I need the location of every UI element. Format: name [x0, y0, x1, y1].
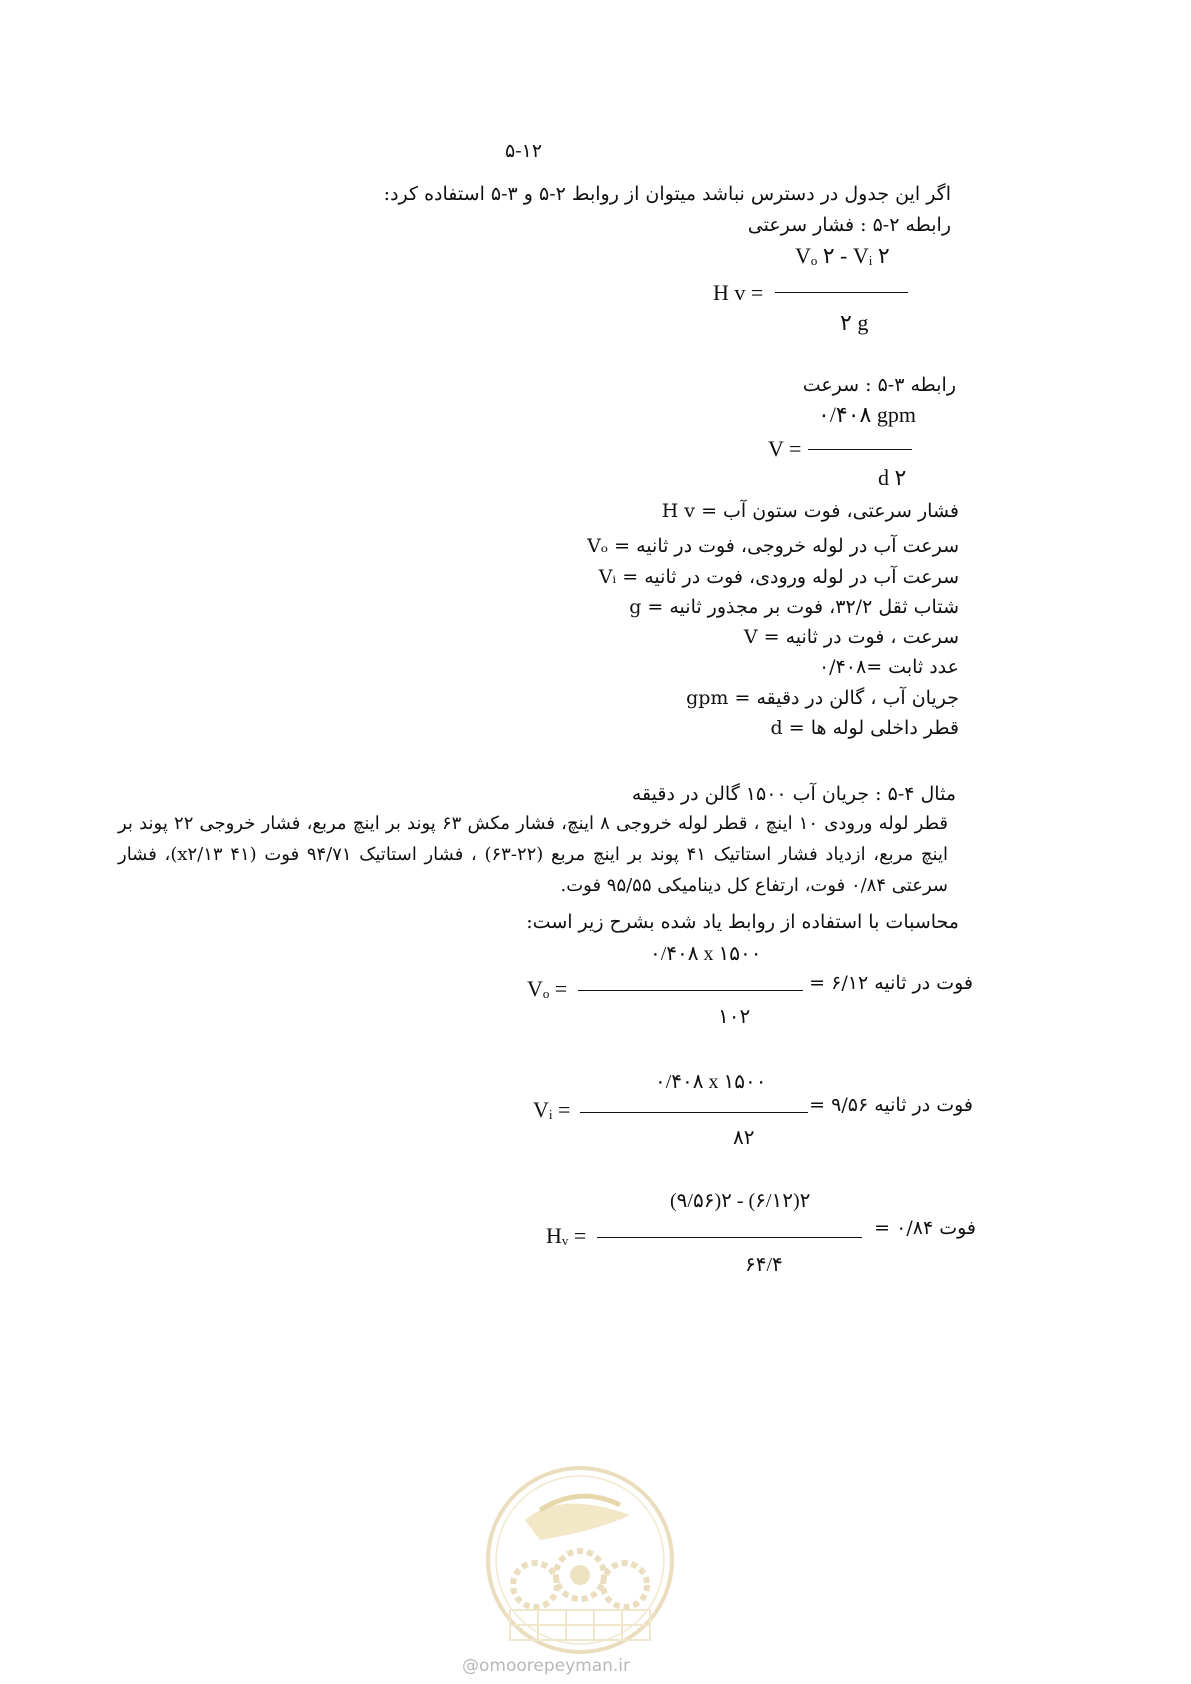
- calc-vo-numerator: ۰/۴۰۸ x ۱۵۰۰: [650, 943, 762, 965]
- relation-2-5-title: رابطه ۲-۵ : فشار سرعتی: [747, 214, 951, 236]
- definition-constant: عدد ثابت =۰/۴۰۸: [818, 656, 959, 678]
- definition-hv: فشار سرعتی، فوت ستون آب = H v: [661, 500, 959, 522]
- example-title: مثال ۴-۵ : جریان آب ۱۵۰۰ گالن در دقیقه: [631, 783, 956, 805]
- fraction-line-vi: [580, 1112, 808, 1113]
- fraction-line-hv: [597, 1237, 862, 1238]
- intro-text: اگر این جدول در دسترس نباشد میتوان از روابط ۲-۵ و ۳-۵ استفاده کرد:: [383, 183, 951, 205]
- definition-vo: سرعت آب در لوله خروجی، فوت در ثانیه = Vₒ: [587, 535, 959, 557]
- relation-3-5-denominator: d ۲: [878, 465, 907, 490]
- definition-gpm: gpm = جریان آب ، گالن در دقیقه: [686, 687, 959, 709]
- fraction-line-vo: [578, 990, 803, 991]
- calc-vo-lhs: Vₒ =: [527, 976, 568, 1001]
- watermark-url[interactable]: @omoorepeyman.ir: [462, 1656, 631, 1676]
- relation-3-5-lhs: V =: [768, 436, 802, 461]
- definition-g: g = شتاب ثقل ۳۲/۲، فوت بر مجذور ثانیه: [629, 596, 959, 618]
- relation-2-5-numerator: Vₒ ۲ - Vᵢ ۲: [795, 243, 890, 268]
- watermark-logo: [480, 1460, 680, 1660]
- calc-hv-result: فوت ۰/۸۴ =: [874, 1217, 976, 1239]
- fraction-line-3-5: [808, 449, 912, 450]
- calc-vo-denominator: ۱۰۲: [718, 1006, 751, 1028]
- definition-v: V = سرعت ، فوت در ثانیه: [743, 626, 959, 648]
- definition-vi: سرعت آب در لوله ورودی، فوت در ثانیه = Vᵢ: [598, 566, 959, 588]
- relation-2-5-lhs: H v =: [713, 280, 764, 305]
- calc-vi-result: فوت در ثانیه ۹/۵۶ =: [809, 1094, 973, 1116]
- definition-d: d = قطر داخلی لوله ها: [770, 717, 959, 739]
- fraction-line-2-5: [775, 292, 908, 293]
- calc-hv-denominator: ۶۴/۴: [745, 1254, 783, 1276]
- calc-vi-denominator: ۸۲: [733, 1127, 755, 1149]
- calc-intro: محاسبات با استفاده از روابط یاد شده بشرح زیر است:: [526, 911, 959, 933]
- relation-2-5-denominator: ۲ g: [840, 310, 869, 335]
- calc-hv-numerator: (۹/۵۶)۲ - (۶/۱۲)۲: [670, 1190, 811, 1212]
- relation-3-5-numerator: ۰/۴۰۸ gpm: [818, 402, 916, 427]
- page-number: ۵-۱۲: [505, 140, 543, 162]
- example-body: قطر لوله ورودی ۱۰ اینچ ، قطر لوله خروجی ۸ اینچ، فشار مکش ۶۳ پوند بر اینچ مربع، فشار خروجی ۲۲ پوند بر اینچ مربع، ازدیاد فشار استاتیک ۴۱ پوند بر اینچ مربع (۲۲-۶۳) ، فشار استاتیک ۹۴/۷۱ فوت (۴۱ x۲/۱۳)، فشار سرعتی ۰/۸۴ فوت، ارتفاع کل دینامیکی ۹۵/۵۵ فوت.: [118, 813, 948, 896]
- watermark-seal-icon: [480, 1460, 680, 1660]
- calc-vo-result: فوت در ثانیه ۶/۱۲ =: [809, 972, 973, 994]
- calc-hv-lhs: Hᵥ =: [546, 1223, 587, 1248]
- relation-3-5-title: رابطه ۳-۵ : سرعت: [802, 374, 956, 396]
- calc-vi-numerator: ۰/۴۰۸ x ۱۵۰۰: [655, 1071, 767, 1093]
- calc-vi-lhs: Vᵢ =: [533, 1097, 571, 1122]
